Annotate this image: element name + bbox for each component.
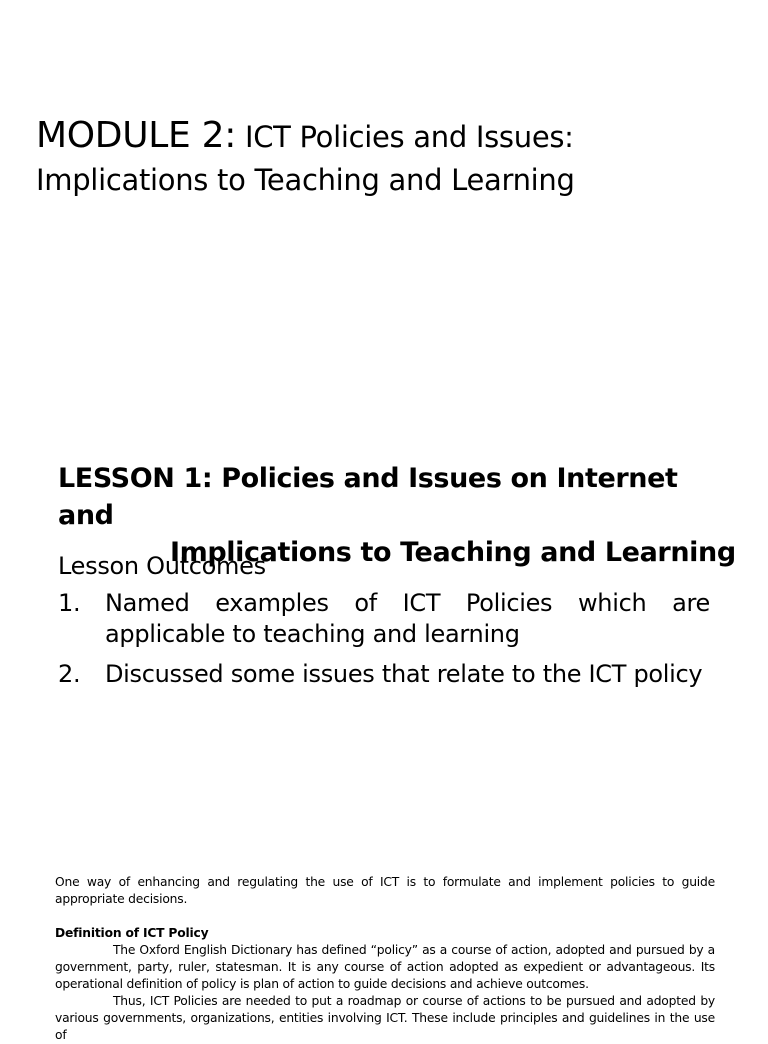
section-heading: Definition of ICT Policy bbox=[55, 926, 209, 940]
intro-paragraph: One way of enhancing and regulating the use of ICT is to formulate and implement policies to guide appropriate decisions. bbox=[55, 875, 715, 906]
document-body bbox=[55, 874, 715, 1044]
outcomes-list bbox=[58, 588, 710, 699]
list-item bbox=[58, 588, 710, 650]
module-label: MODULE 2: bbox=[36, 115, 237, 156]
outcomes-heading: Lesson Outcomes bbox=[58, 552, 266, 580]
body-paragraph: The Oxford English Dictionary has defined “policy” as a course of action, adopted and pursued by a government, party, ruler, statesman. It is any course of action adopted as expedient or advantageous. Its operational definition of policy is plan of action to guide decisions and achieve outcomes. bbox=[55, 943, 715, 991]
list-item-number: 2. bbox=[58, 660, 81, 688]
lesson-title-line2: Implications to Teaching and Learning bbox=[170, 537, 736, 568]
list-item-text: Discussed some issues that relate to the ICT policy bbox=[105, 660, 703, 688]
module-title bbox=[36, 114, 736, 202]
lesson-title-line1: LESSON 1: Policies and Issues on Internet and bbox=[58, 463, 678, 531]
list-item-text: Named examples of ICT Policies which are applicable to teaching and learning bbox=[105, 589, 710, 648]
body-paragraph: Thus, ICT Policies are needed to put a roadmap or course of actions to be pursued and adopted by various governments, organizations, entities involving ICT. These include principles and guidelines in the use of bbox=[55, 994, 715, 1042]
module-title-text: ICT Policies and Issues: bbox=[244, 120, 574, 154]
list-item bbox=[58, 659, 710, 690]
module-title-line2: Implications to Teaching and Learning bbox=[36, 163, 575, 197]
list-item-number: 1. bbox=[58, 589, 81, 617]
